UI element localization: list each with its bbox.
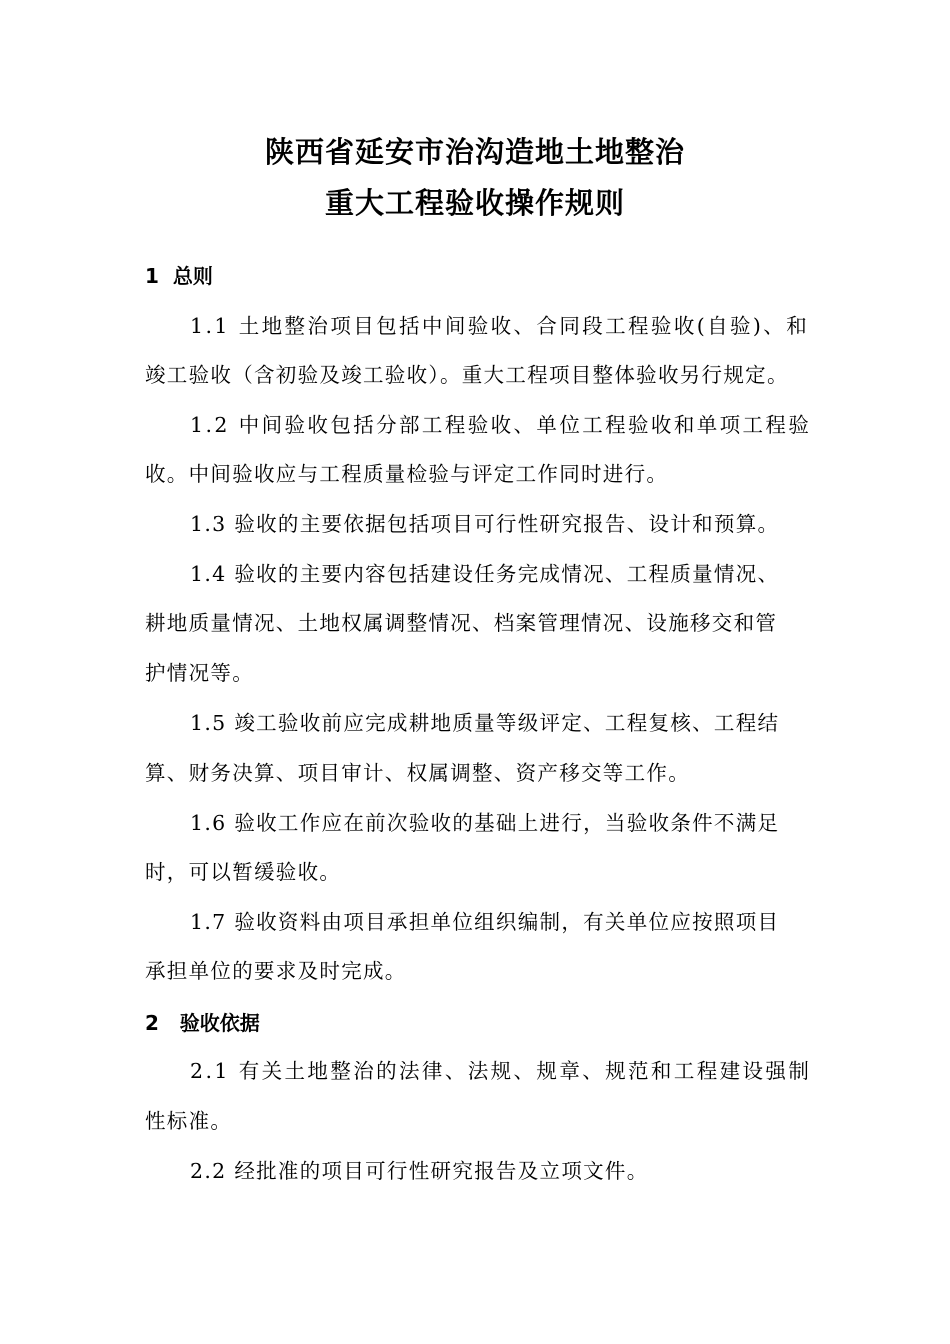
section-heading-general: 1 总则 — [145, 264, 213, 288]
paragraph-line: 收。中间验收应与工程质量检验与评定工作同时进行。 — [145, 462, 669, 486]
paragraph-line: 竣工验收（含初验及竣工验收）。重大工程项目整体验收另行规定。 — [145, 363, 789, 387]
paragraph-line: 2.2 经批准的项目可行性研究报告及立项文件。 — [190, 1159, 649, 1183]
paragraph-line: 算、财务决算、项目审计、权属调整、资产移交等工作。 — [145, 761, 690, 785]
paragraph-line: 时，可以暂缓验收。 — [145, 860, 342, 884]
paragraph-line: 护情况等。 — [145, 661, 254, 685]
paragraph-line: 1.1 土地整治项目包括中间验收、合同段工程验收(自验)、和 — [190, 314, 810, 338]
paragraph-line: 2.1 有关土地整治的法律、法规、规章、规范和工程建设强制 — [190, 1059, 812, 1083]
paragraph-line: 1.2 中间验收包括分部工程验收、单位工程验收和单项工程验 — [190, 413, 812, 437]
document-title-line-1: 陕西省延安市治沟造地土地整治 — [264, 135, 685, 169]
paragraph-line: 1.5 竣工验收前应完成耕地质量等级评定、工程复核、工程结 — [190, 711, 780, 735]
paragraph-line: 1.6 验收工作应在前次验收的基础上进行，当验收条件不满足 — [190, 811, 780, 835]
paragraph-line: 性标准。 — [145, 1109, 233, 1133]
paragraph-line: 1.4 验收的主要内容包括建设任务完成情况、工程质量情况、 — [190, 562, 780, 586]
paragraph-line: 承担单位的要求及时完成。 — [145, 959, 407, 983]
paragraph-line: 1.3 验收的主要依据包括项目可行性研究报告、设计和预算。 — [190, 512, 780, 536]
paragraph-line: 耕地质量情况、土地权属调整情况、档案管理情况、设施移交和管 — [145, 611, 778, 635]
section-heading-acceptance-basis: 2 验收依据 — [145, 1011, 260, 1035]
paragraph-line: 1.7 验收资料由项目承担单位组织编制，有关单位应按照项目 — [190, 910, 780, 934]
document-title-line-2: 重大工程验收操作规则 — [324, 186, 625, 220]
